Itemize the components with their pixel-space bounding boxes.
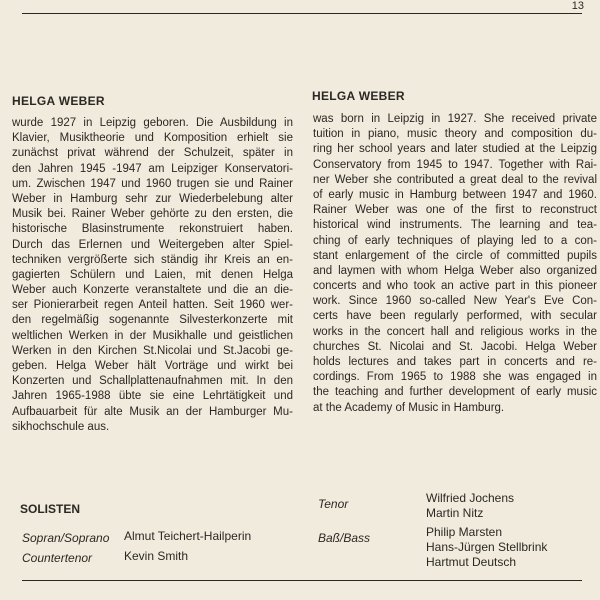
english-line: work. Since 1960 so-called New Year's Eve Con- bbox=[313, 295, 597, 308]
german-line: wurde 1927 in Leipzig geboren. Die Ausbildung in bbox=[12, 117, 293, 129]
english-line: ring her school years and later studied at the Leipzig bbox=[313, 143, 597, 156]
english-line: concerts and who took an active part in this pioneer bbox=[313, 280, 597, 293]
english-line: churches St. Nicolai and St. Jacobi. Helga Weber bbox=[313, 340, 597, 353]
german-line: Klavier, Musiktheorie und Komposition erhielt sie bbox=[12, 132, 293, 145]
english-line: ner Weber she contributed a great deal to the revival bbox=[313, 173, 597, 186]
german-line: Weber in Hamburg sehr zur Wiederbelebung alter bbox=[12, 192, 293, 205]
english-heading: HELGA WEBER bbox=[312, 89, 405, 103]
german-line: Konzerten und Schallplattenaufnahmen mit. In den bbox=[12, 375, 293, 388]
german-line: den regelmäßig sogenannte Silvesterkonzerte mit bbox=[12, 314, 293, 327]
english-line: works in the concert hall and religious works in the bbox=[313, 325, 597, 338]
countertenor-name: Kevin Smith bbox=[124, 549, 189, 563]
bass-name: Philip Marsten bbox=[426, 525, 503, 539]
german-line: Durch das Erlernen und Weitergeben alter Spiel- bbox=[12, 238, 293, 251]
german-line: historische Blasinstrumente rekonstruiert haben. bbox=[12, 223, 293, 236]
english-line: historical wind instruments. The learning and tea- bbox=[313, 219, 597, 232]
german-biography bbox=[12, 116, 293, 435]
german-line: Musik bei. Rainer Weber gehörte zu den ersten, die bbox=[12, 208, 293, 221]
english-line: Conservatory from 1945 to 1947. Together with Rai- bbox=[313, 158, 597, 171]
tenor-name: Wilfried Jochens bbox=[426, 491, 515, 505]
english-line: certs have been regularly performed, with secular bbox=[313, 310, 597, 323]
bottom-rule bbox=[22, 580, 582, 581]
soprano-role: Sopran/Soprano bbox=[22, 531, 110, 545]
german-line: sikhochschule aus. bbox=[12, 420, 110, 433]
german-line: Aufbauarbeit für alte Musik an der Hamburger Mu- bbox=[12, 405, 293, 418]
german-line: gagierten Schülern und Laien, mit denen Helga bbox=[12, 268, 293, 281]
english-line: was born in Leipzig in 1927. She received private bbox=[313, 113, 597, 125]
german-line: Jahren 1965-1988 übte sie eine Lehrtätigkeit und bbox=[12, 390, 293, 403]
german-line: den Jahren 1945 -1947 am Leipziger Konservatori- bbox=[12, 162, 293, 175]
english-line: and laymen with whom Helga Weber also organized bbox=[313, 264, 597, 277]
bass-name: Hans-Jürgen Stellbrink bbox=[426, 540, 548, 554]
tenor-name: Martin Nitz bbox=[426, 506, 484, 520]
german-heading: HELGA WEBER bbox=[12, 94, 105, 108]
tenor-role: Tenor bbox=[318, 497, 349, 511]
german-line: ser Pionierarbeit regen Anteil hatten. Seit 1960 wer- bbox=[12, 299, 293, 312]
english-line: tuition in piano, music theory and composition du- bbox=[313, 128, 597, 141]
english-line: at the Academy of Music in Hamburg. bbox=[313, 401, 505, 414]
german-line: techniken vergrößerte sich ständig ihr Kreis an en- bbox=[12, 253, 293, 266]
top-rule bbox=[22, 13, 582, 14]
countertenor-role: Countertenor bbox=[22, 551, 93, 565]
page-number: 13 bbox=[571, 0, 584, 12]
soloists-heading: SOLISTEN bbox=[20, 502, 81, 516]
german-line: Werken in den Kirchen St.Nicolai und St.Jacobi ge- bbox=[12, 344, 293, 357]
english-line: cordings. From 1965 to 1988 she was engaged in bbox=[313, 371, 597, 384]
english-line: the teaching and further development of early music bbox=[313, 386, 597, 399]
english-line: ching of early techniques of playing led to a con- bbox=[313, 234, 597, 247]
english-line: holds lectures and takes part in concerts and re- bbox=[313, 356, 597, 368]
german-line: weltlichen Werken in der Musikhalle und geistlichen bbox=[12, 329, 293, 342]
english-biography bbox=[313, 112, 597, 416]
english-line: of early music in Hamburg between 1947 and 1960. bbox=[313, 188, 597, 201]
soprano-name: Almut Teichert-Hailperin bbox=[124, 529, 252, 543]
english-line: Rainer Weber was one of the first to reconstruct bbox=[313, 204, 597, 217]
german-line: Weber auch Konzerte veranstaltete und die an die- bbox=[12, 284, 293, 297]
bass-role: Baß/Bass bbox=[318, 531, 371, 545]
german-line: geben. Helga Weber hält Vorträge und wirkt bei bbox=[12, 360, 293, 372]
english-line: stant enlargement of the circle of committed pupils bbox=[313, 249, 597, 262]
german-line: um. Zwischen 1947 und 1960 trugen sie und Rainer bbox=[12, 177, 293, 190]
bass-name: Hartmut Deutsch bbox=[426, 555, 517, 569]
german-line: zunächst privat während der Schulzeit, später in bbox=[12, 147, 293, 160]
